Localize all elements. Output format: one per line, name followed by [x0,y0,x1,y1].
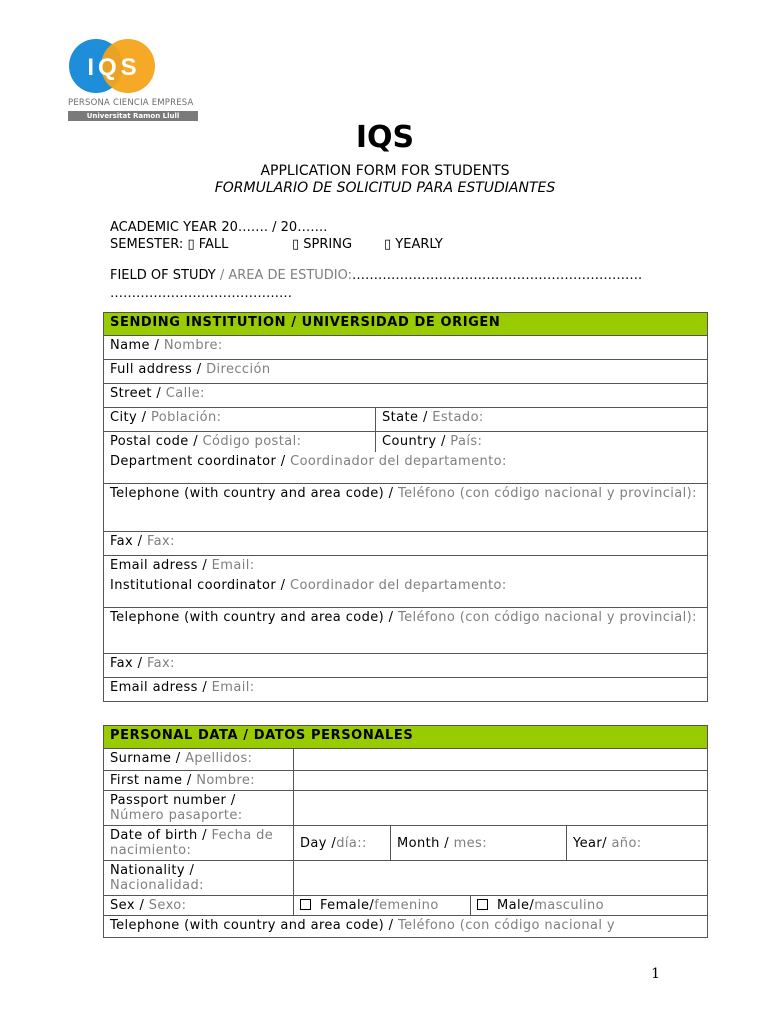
option-yearly: YEARLY [395,237,443,252]
female-option[interactable]: Female/femenino [294,896,471,916]
first-name-input[interactable] [294,771,708,791]
personal-data-header: PERSONAL DATA / DATOS PERSONALES [104,726,708,749]
day-field[interactable]: Day /día:: [294,826,391,861]
option-spring: SPRING [303,237,353,252]
field-of-study-line [110,268,642,283]
nationality-label: Nationality / Nacionalidad: [104,861,294,896]
email-field-2[interactable]: Email adress / Email: [104,678,708,702]
female-checkbox[interactable] [300,899,311,910]
logo-circles-icon [68,38,160,94]
telephone-field-1[interactable]: Telephone (with country and area code) / Teléfono (con código nacional y provincial): [104,484,708,532]
department-coordinator-field[interactable]: Department coordinator / Coordinador del departamento: [104,452,708,484]
page-number: 1 [651,966,660,982]
surname-label: Surname / Apellidos: [104,749,294,771]
fax-field-2[interactable]: Fax / Fax: [104,654,708,678]
country-field[interactable]: Country / País: [376,432,708,452]
nationality-input[interactable] [294,861,708,896]
male-checkbox[interactable] [477,899,488,910]
checkbox-yearly[interactable]: ▯ [384,237,392,252]
field-of-study-dots-2[interactable]: …………………………………… [110,286,292,301]
passport-label: Passport number / Número pasaporte: [104,791,294,826]
subtitle-english: APPLICATION FORM FOR STUDENTS [260,163,510,179]
subtitle-spanish: FORMULARIO DE SOLICITUD PARA ESTUDIANTES [214,180,556,196]
page-title: IQS [355,120,415,155]
semester-spring [292,237,352,252]
street-field[interactable]: Street / Calle: [104,384,708,408]
semester-line [110,237,228,252]
logo-tagline: PERSONA CIENCIA EMPRESA [68,98,194,108]
field-of-study-dots[interactable]: …………………………………………………………. [352,268,643,283]
postal-code-field[interactable]: Postal code / Código postal: [104,432,376,452]
surname-input[interactable] [294,749,708,771]
personal-telephone-field[interactable]: Telephone (with country and area code) / Teléfono (con código nacional y [104,916,708,938]
fax-field-1[interactable]: Fax / Fax: [104,532,708,556]
dob-label: Date of birth / Fecha de nacimiento: [104,826,294,861]
semester-yearly [384,237,443,252]
logo-university: Universitat Ramon Llull [68,111,198,121]
personal-data-table [103,725,708,938]
address-field[interactable]: Full address / Dirección [104,360,708,384]
institutional-coordinator-field[interactable]: Institutional coordinator / Coordinador del departamento: [104,576,708,608]
state-field[interactable]: State / Estado: [376,408,708,432]
logo-text: IQS [87,54,141,81]
field-of-study-label-es: / AREA DE ESTUDIO: [219,268,353,283]
sending-institution-table [103,312,708,702]
academic-year-line: ACADEMIC YEAR 20……. / 20……. [110,220,328,235]
option-fall: FALL [198,237,229,252]
first-name-label: First name / Nombre: [104,771,294,791]
sending-institution-header: SENDING INSTITUTION / UNIVERSIDAD DE ORIGEN [104,313,708,336]
email-field-1[interactable]: Email adress / Email: [104,556,708,576]
sex-label: Sex / Sexo: [104,896,294,916]
name-field[interactable]: Name / Nombre: [104,336,708,360]
telephone-field-2[interactable]: Telephone (with country and area code) / Teléfono (con código nacional y provincial): [104,608,708,654]
month-field[interactable]: Month / mes: [391,826,567,861]
year-field[interactable]: Year/ año: [567,826,708,861]
male-option[interactable]: Male/masculino [471,896,708,916]
city-field[interactable]: City / Población: [104,408,376,432]
checkbox-spring[interactable]: ▯ [292,237,300,252]
passport-input[interactable] [294,791,708,826]
semester-label: SEMESTER: [110,237,188,252]
iqs-logo [68,38,203,126]
field-of-study-label: FIELD OF STUDY [110,268,220,283]
checkbox-fall[interactable]: ▯ [187,237,195,252]
